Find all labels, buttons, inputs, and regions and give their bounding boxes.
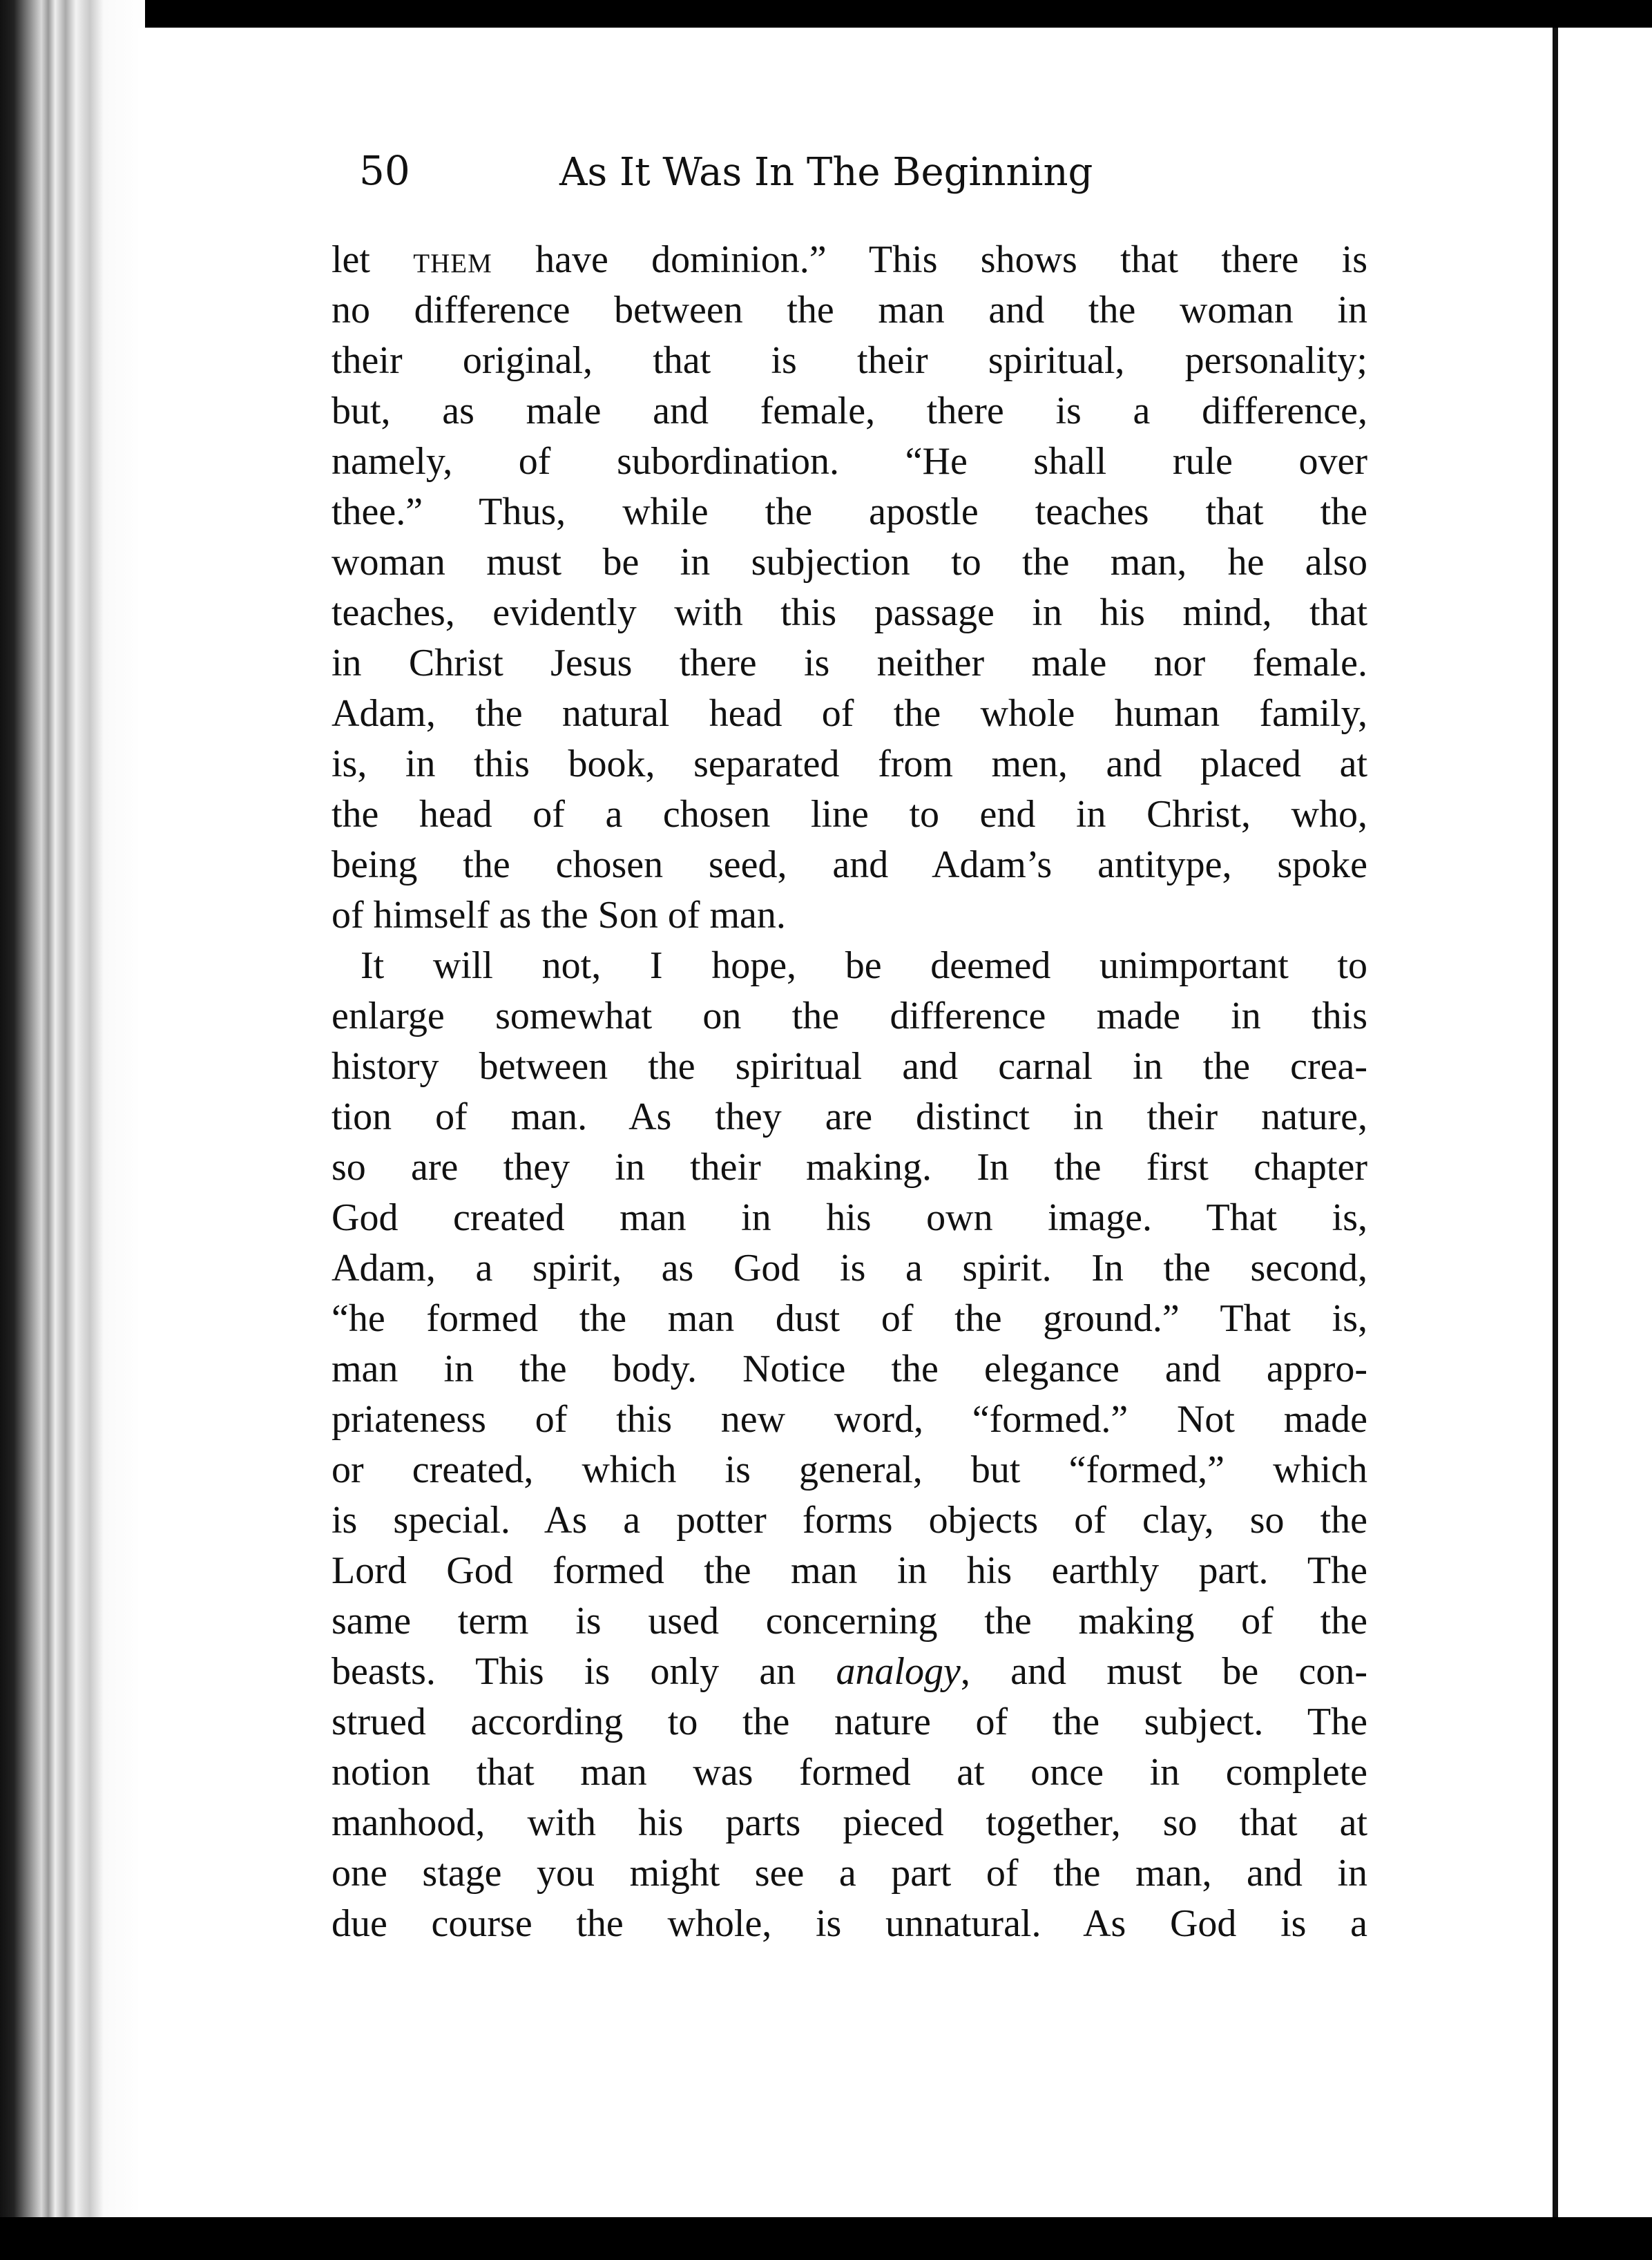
- text-line: teaches, evidently with this passage in his mind, that: [332, 591, 1367, 634]
- page-right-edge: [1553, 28, 1558, 2217]
- scan-border: [0, 2217, 1652, 2260]
- line-segment: have dominion.” This shows that there is: [492, 238, 1367, 281]
- small-caps-word: them: [413, 238, 492, 281]
- text-line: history between the spiritual and carnal in the crea-: [332, 1045, 1367, 1088]
- text-line: their original, that is their spiritual, personality;: [332, 339, 1367, 382]
- page-gutter: [0, 0, 145, 2260]
- text-line: is, in this book, separated from men, and placed at: [332, 743, 1367, 785]
- text-line: [332, 1647, 1367, 1697]
- text-line: due course the whole, is unnatural. As God is a: [332, 1902, 1367, 1945]
- running-title: As It Was In The Beginning: [559, 150, 1093, 195]
- text-line: the head of a chosen line to end in Christ, who,: [332, 793, 1367, 836]
- text-line: man in the body. Notice the elegance and appro-: [332, 1348, 1367, 1390]
- text-line: is special. As a potter forms objects of clay, so the: [332, 1499, 1367, 1542]
- text-line: “he formed the man dust of the ground.” That is,: [332, 1297, 1367, 1340]
- text-line: Lord God formed the man in his earthly part. The: [332, 1549, 1367, 1592]
- text-line: namely, of subordination. “He shall rule over: [332, 440, 1367, 483]
- text-line: enlarge somewhat on the difference made in this: [332, 995, 1367, 1037]
- text-line: strued according to the nature of the subject. The: [332, 1701, 1367, 1743]
- text-line: so are they in their making. In the first chapter: [332, 1146, 1367, 1189]
- facing-page-edge: [1558, 28, 1652, 2217]
- line-segment: beasts. This is only an: [332, 1650, 836, 1693]
- page-number: 50: [359, 147, 410, 194]
- text-line: Adam, the natural head of the whole human family,: [332, 692, 1367, 735]
- text-line: but, as male and female, there is a difference,: [332, 390, 1367, 432]
- text-line: God created man in his own image. That is,: [332, 1196, 1367, 1239]
- text-line: same term is used concerning the making of the: [332, 1600, 1367, 1643]
- italic-word: analogy: [836, 1650, 961, 1693]
- text-line: of himself as the Son of man.: [332, 894, 786, 937]
- text-line: in Christ Jesus there is neither male nor female.: [332, 642, 1367, 684]
- text-line: tion of man. As they are distinct in their nature,: [332, 1095, 1367, 1138]
- text-line: one stage you might see a part of the man, and in: [332, 1852, 1367, 1895]
- text-line: notion that man was formed at once in complete: [332, 1751, 1367, 1794]
- line-segment: let: [332, 238, 414, 281]
- text-line: priateness of this new word, “formed.” Not made: [332, 1398, 1367, 1441]
- body-text: [332, 235, 1367, 1949]
- text-line: being the chosen seed, and Adam’s antitype, spoke: [332, 843, 1367, 886]
- text-line: [332, 235, 1367, 285]
- text-line: Adam, a spirit, as God is a spirit. In the second,: [332, 1247, 1367, 1290]
- text-line: thee.” Thus, while the apostle teaches that the: [332, 490, 1367, 533]
- running-head: [214, 142, 1195, 204]
- text-line: woman must be in subjection to the man, he also: [332, 541, 1367, 584]
- text-line: no difference between the man and the woman in: [332, 289, 1367, 332]
- text-line: It will not, I hope, be deemed unimportant to: [361, 944, 1367, 987]
- text-line: or created, which is general, but “formed,” which: [332, 1448, 1367, 1491]
- line-segment: , and must be con-: [960, 1650, 1367, 1693]
- text-line: manhood, with his parts pieced together, so that at: [332, 1801, 1367, 1844]
